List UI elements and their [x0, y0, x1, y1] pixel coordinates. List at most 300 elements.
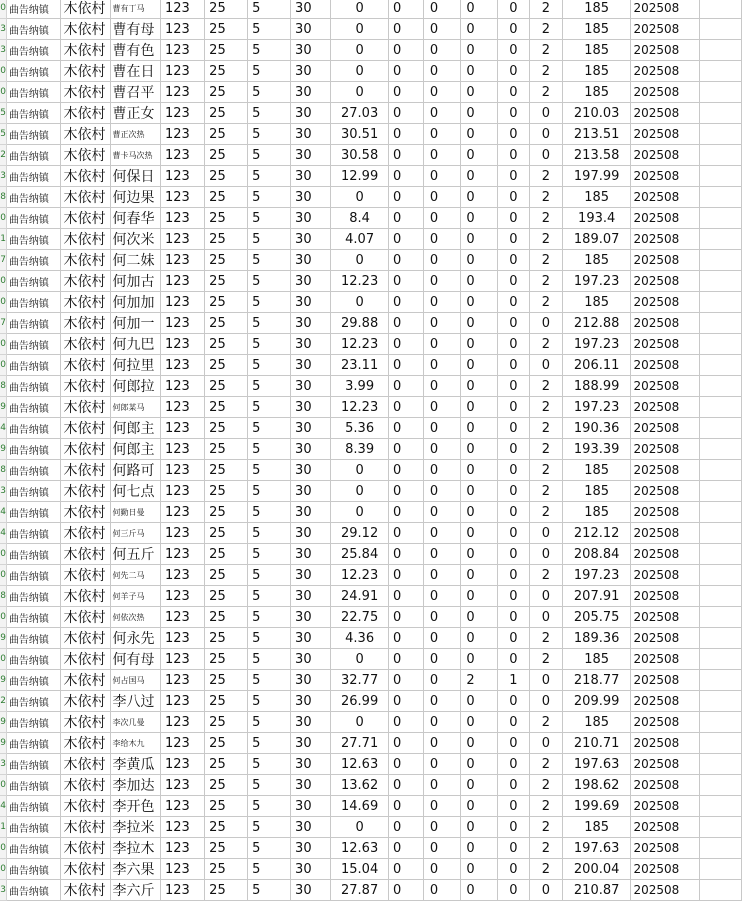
zero-col-3-cell[interactable]: 0 [461, 229, 498, 250]
amount-5-cell[interactable]: 5 [248, 733, 291, 754]
village-cell[interactable]: 木依村 [61, 523, 110, 544]
zero-col-4-cell[interactable]: 0 [497, 418, 529, 439]
total-cell[interactable]: 213.58 [562, 145, 631, 166]
subsidy-amount-cell[interactable]: 5.36 [331, 418, 389, 439]
row-header[interactable]: 0 [0, 334, 6, 355]
zero-col-3-cell[interactable]: 0 [461, 187, 498, 208]
zero-col-1-cell[interactable]: 0 [389, 607, 424, 628]
village-cell[interactable]: 木依村 [61, 103, 110, 124]
period-cell[interactable]: 202508 [631, 271, 700, 292]
zero-col-4-cell[interactable]: 0 [497, 754, 529, 775]
amount-30-cell[interactable]: 30 [291, 292, 331, 313]
zero-col-1-cell[interactable]: 0 [389, 124, 424, 145]
period-cell[interactable]: 202508 [631, 460, 700, 481]
subsidy-amount-cell[interactable]: 4.36 [331, 628, 389, 649]
town-cell[interactable]: 曲告纳镇 [6, 145, 61, 166]
row-header[interactable]: 0 [0, 271, 6, 292]
count-cell[interactable]: 0 [530, 733, 563, 754]
amount-30-cell[interactable]: 30 [291, 754, 331, 775]
count-cell[interactable]: 0 [530, 523, 563, 544]
zero-col-3-cell[interactable]: 0 [461, 628, 498, 649]
subsidy-amount-cell[interactable]: 0 [331, 0, 389, 19]
subsidy-amount-cell[interactable]: 0 [331, 712, 389, 733]
zero-col-2-cell[interactable]: 0 [423, 292, 461, 313]
total-cell[interactable]: 210.03 [562, 103, 631, 124]
subsidy-amount-cell[interactable]: 24.91 [331, 586, 389, 607]
zero-col-3-cell[interactable]: 2 [461, 670, 498, 691]
subsidy-amount-cell[interactable]: 0 [331, 460, 389, 481]
total-cell[interactable]: 213.51 [562, 124, 631, 145]
base-amount-cell[interactable]: 123 [160, 229, 204, 250]
row-header[interactable]: 0 [0, 292, 6, 313]
amount-5-cell[interactable]: 5 [248, 397, 291, 418]
town-cell[interactable]: 曲告纳镇 [6, 82, 61, 103]
row-header[interactable]: 0 [0, 82, 6, 103]
amount-5-cell[interactable]: 5 [248, 502, 291, 523]
zero-col-3-cell[interactable]: 0 [461, 859, 498, 880]
subsidy-amount-cell[interactable]: 30.58 [331, 145, 389, 166]
amount-30-cell[interactable]: 30 [291, 859, 331, 880]
name-cell[interactable]: 何依次热 [110, 607, 160, 628]
name-cell[interactable]: 何加古 [110, 271, 160, 292]
village-cell[interactable]: 木依村 [61, 649, 110, 670]
zero-col-1-cell[interactable]: 0 [389, 19, 424, 40]
town-cell[interactable]: 曲告纳镇 [6, 439, 61, 460]
town-cell[interactable]: 曲告纳镇 [6, 712, 61, 733]
amount-5-cell[interactable]: 5 [248, 124, 291, 145]
period-cell[interactable]: 202508 [631, 439, 700, 460]
name-cell[interactable]: 何郎拉 [110, 376, 160, 397]
total-cell[interactable]: 197.63 [562, 838, 631, 859]
base-amount-cell[interactable]: 123 [160, 733, 204, 754]
row-header[interactable]: 0 [0, 0, 6, 19]
zero-col-3-cell[interactable]: 0 [461, 61, 498, 82]
row-header[interactable]: 8 [0, 187, 6, 208]
village-cell[interactable]: 木依村 [61, 565, 110, 586]
name-cell[interactable]: 曹召平 [110, 82, 160, 103]
amount-25-cell[interactable]: 25 [205, 607, 248, 628]
amount-30-cell[interactable]: 30 [291, 376, 331, 397]
count-cell[interactable]: 2 [530, 0, 563, 19]
zero-col-3-cell[interactable]: 0 [461, 607, 498, 628]
row-header[interactable]: 9 [0, 439, 6, 460]
village-cell[interactable]: 木依村 [61, 796, 110, 817]
base-amount-cell[interactable]: 123 [160, 838, 204, 859]
zero-col-2-cell[interactable]: 0 [423, 691, 461, 712]
empty-cell[interactable] [700, 376, 742, 397]
name-cell[interactable]: 何有母 [110, 649, 160, 670]
zero-col-1-cell[interactable]: 0 [389, 418, 424, 439]
row-header[interactable]: 0 [0, 649, 6, 670]
village-cell[interactable]: 木依村 [61, 439, 110, 460]
amount-5-cell[interactable]: 5 [248, 82, 291, 103]
empty-cell[interactable] [700, 712, 742, 733]
amount-25-cell[interactable]: 25 [205, 187, 248, 208]
village-cell[interactable]: 木依村 [61, 250, 110, 271]
total-cell[interactable]: 210.87 [562, 880, 631, 901]
village-cell[interactable]: 木依村 [61, 838, 110, 859]
zero-col-2-cell[interactable]: 0 [423, 397, 461, 418]
period-cell[interactable]: 202508 [631, 544, 700, 565]
count-cell[interactable]: 0 [530, 670, 563, 691]
zero-col-3-cell[interactable]: 0 [461, 124, 498, 145]
row-header[interactable]: 8 [0, 586, 6, 607]
empty-cell[interactable] [700, 61, 742, 82]
total-cell[interactable]: 189.36 [562, 628, 631, 649]
base-amount-cell[interactable]: 123 [160, 754, 204, 775]
count-cell[interactable]: 0 [530, 586, 563, 607]
zero-col-2-cell[interactable]: 0 [423, 628, 461, 649]
empty-cell[interactable] [700, 229, 742, 250]
zero-col-3-cell[interactable]: 0 [461, 397, 498, 418]
base-amount-cell[interactable]: 123 [160, 817, 204, 838]
subsidy-amount-cell[interactable]: 29.88 [331, 313, 389, 334]
total-cell[interactable]: 205.75 [562, 607, 631, 628]
row-header[interactable]: 9 [0, 628, 6, 649]
row-header[interactable]: 8 [0, 460, 6, 481]
total-cell[interactable]: 185 [562, 19, 631, 40]
subsidy-amount-cell[interactable]: 0 [331, 187, 389, 208]
empty-cell[interactable] [700, 649, 742, 670]
period-cell[interactable]: 202508 [631, 859, 700, 880]
total-cell[interactable]: 210.71 [562, 733, 631, 754]
zero-col-2-cell[interactable]: 0 [423, 796, 461, 817]
base-amount-cell[interactable]: 123 [160, 61, 204, 82]
count-cell[interactable]: 2 [530, 628, 563, 649]
zero-col-2-cell[interactable]: 0 [423, 82, 461, 103]
subsidy-amount-cell[interactable]: 4.07 [331, 229, 389, 250]
empty-cell[interactable] [700, 124, 742, 145]
base-amount-cell[interactable]: 123 [160, 19, 204, 40]
village-cell[interactable]: 木依村 [61, 334, 110, 355]
row-header[interactable]: 4 [0, 502, 6, 523]
zero-col-4-cell[interactable]: 0 [497, 40, 529, 61]
zero-col-3-cell[interactable]: 0 [461, 292, 498, 313]
village-cell[interactable]: 木依村 [61, 61, 110, 82]
subsidy-amount-cell[interactable]: 0 [331, 61, 389, 82]
zero-col-3-cell[interactable]: 0 [461, 481, 498, 502]
zero-col-2-cell[interactable]: 0 [423, 376, 461, 397]
row-header[interactable]: 0 [0, 208, 6, 229]
zero-col-1-cell[interactable]: 0 [389, 61, 424, 82]
period-cell[interactable]: 202508 [631, 103, 700, 124]
amount-25-cell[interactable]: 25 [205, 397, 248, 418]
zero-col-2-cell[interactable]: 0 [423, 838, 461, 859]
zero-col-4-cell[interactable]: 0 [497, 334, 529, 355]
amount-5-cell[interactable]: 5 [248, 817, 291, 838]
base-amount-cell[interactable]: 123 [160, 439, 204, 460]
name-cell[interactable]: 曹在日 [110, 61, 160, 82]
amount-25-cell[interactable]: 25 [205, 313, 248, 334]
base-amount-cell[interactable]: 123 [160, 187, 204, 208]
town-cell[interactable]: 曲告纳镇 [6, 775, 61, 796]
village-cell[interactable]: 木依村 [61, 880, 110, 901]
zero-col-2-cell[interactable]: 0 [423, 502, 461, 523]
amount-25-cell[interactable]: 25 [205, 586, 248, 607]
amount-5-cell[interactable]: 5 [248, 754, 291, 775]
zero-col-1-cell[interactable]: 0 [389, 712, 424, 733]
base-amount-cell[interactable]: 123 [160, 544, 204, 565]
count-cell[interactable]: 2 [530, 502, 563, 523]
count-cell[interactable]: 2 [530, 418, 563, 439]
village-cell[interactable]: 木依村 [61, 355, 110, 376]
village-cell[interactable]: 木依村 [61, 208, 110, 229]
amount-25-cell[interactable]: 25 [205, 250, 248, 271]
town-cell[interactable]: 曲告纳镇 [6, 796, 61, 817]
total-cell[interactable]: 200.04 [562, 859, 631, 880]
amount-25-cell[interactable]: 25 [205, 0, 248, 19]
zero-col-3-cell[interactable]: 0 [461, 271, 498, 292]
amount-25-cell[interactable]: 25 [205, 649, 248, 670]
name-cell[interactable]: 何加一 [110, 313, 160, 334]
empty-cell[interactable] [700, 607, 742, 628]
subsidy-amount-cell[interactable]: 12.23 [331, 397, 389, 418]
zero-col-1-cell[interactable]: 0 [389, 0, 424, 19]
village-cell[interactable]: 木依村 [61, 0, 110, 19]
empty-cell[interactable] [700, 754, 742, 775]
amount-30-cell[interactable]: 30 [291, 40, 331, 61]
zero-col-1-cell[interactable]: 0 [389, 460, 424, 481]
amount-25-cell[interactable]: 25 [205, 838, 248, 859]
empty-cell[interactable] [700, 19, 742, 40]
zero-col-3-cell[interactable]: 0 [461, 103, 498, 124]
town-cell[interactable]: 曲告纳镇 [6, 859, 61, 880]
empty-cell[interactable] [700, 40, 742, 61]
total-cell[interactable]: 193.39 [562, 439, 631, 460]
amount-30-cell[interactable]: 30 [291, 0, 331, 19]
period-cell[interactable]: 202508 [631, 19, 700, 40]
row-header[interactable]: 3 [0, 880, 6, 901]
town-cell[interactable]: 曲告纳镇 [6, 40, 61, 61]
zero-col-2-cell[interactable]: 0 [423, 481, 461, 502]
zero-col-4-cell[interactable]: 0 [497, 565, 529, 586]
village-cell[interactable]: 木依村 [61, 229, 110, 250]
subsidy-amount-cell[interactable]: 8.4 [331, 208, 389, 229]
empty-cell[interactable] [700, 313, 742, 334]
total-cell[interactable]: 185 [562, 649, 631, 670]
zero-col-1-cell[interactable]: 0 [389, 187, 424, 208]
name-cell[interactable]: 曹有母 [110, 19, 160, 40]
zero-col-4-cell[interactable]: 0 [497, 82, 529, 103]
empty-cell[interactable] [700, 334, 742, 355]
amount-25-cell[interactable]: 25 [205, 229, 248, 250]
zero-col-1-cell[interactable]: 0 [389, 103, 424, 124]
name-cell[interactable]: 李拉米 [110, 817, 160, 838]
amount-25-cell[interactable]: 25 [205, 19, 248, 40]
amount-30-cell[interactable]: 30 [291, 124, 331, 145]
village-cell[interactable]: 木依村 [61, 145, 110, 166]
zero-col-2-cell[interactable]: 0 [423, 880, 461, 901]
count-cell[interactable]: 2 [530, 439, 563, 460]
amount-25-cell[interactable]: 25 [205, 145, 248, 166]
empty-cell[interactable] [700, 82, 742, 103]
period-cell[interactable]: 202508 [631, 376, 700, 397]
count-cell[interactable]: 2 [530, 712, 563, 733]
name-cell[interactable]: 何五斤 [110, 544, 160, 565]
period-cell[interactable]: 202508 [631, 817, 700, 838]
amount-30-cell[interactable]: 30 [291, 565, 331, 586]
count-cell[interactable]: 0 [530, 145, 563, 166]
name-cell[interactable]: 曹有丁马 [110, 0, 160, 19]
zero-col-4-cell[interactable]: 0 [497, 145, 529, 166]
row-header[interactable]: 0 [0, 355, 6, 376]
amount-25-cell[interactable]: 25 [205, 775, 248, 796]
village-cell[interactable]: 木依村 [61, 82, 110, 103]
zero-col-2-cell[interactable]: 0 [423, 61, 461, 82]
empty-cell[interactable] [700, 145, 742, 166]
subsidy-amount-cell[interactable]: 25.84 [331, 544, 389, 565]
row-header[interactable]: 7 [0, 313, 6, 334]
count-cell[interactable]: 2 [530, 271, 563, 292]
amount-30-cell[interactable]: 30 [291, 481, 331, 502]
zero-col-1-cell[interactable]: 0 [389, 586, 424, 607]
village-cell[interactable]: 木依村 [61, 544, 110, 565]
amount-30-cell[interactable]: 30 [291, 796, 331, 817]
zero-col-4-cell[interactable]: 0 [497, 187, 529, 208]
zero-col-3-cell[interactable]: 0 [461, 145, 498, 166]
total-cell[interactable]: 189.07 [562, 229, 631, 250]
row-header[interactable]: 4 [0, 418, 6, 439]
village-cell[interactable]: 木依村 [61, 460, 110, 481]
amount-5-cell[interactable]: 5 [248, 19, 291, 40]
empty-cell[interactable] [700, 166, 742, 187]
zero-col-3-cell[interactable]: 0 [461, 355, 498, 376]
total-cell[interactable]: 190.36 [562, 418, 631, 439]
amount-25-cell[interactable]: 25 [205, 859, 248, 880]
empty-cell[interactable] [700, 271, 742, 292]
zero-col-2-cell[interactable]: 0 [423, 0, 461, 19]
zero-col-4-cell[interactable]: 0 [497, 880, 529, 901]
zero-col-3-cell[interactable]: 0 [461, 460, 498, 481]
base-amount-cell[interactable]: 123 [160, 691, 204, 712]
period-cell[interactable]: 202508 [631, 754, 700, 775]
total-cell[interactable]: 185 [562, 250, 631, 271]
zero-col-4-cell[interactable]: 0 [497, 586, 529, 607]
amount-5-cell[interactable]: 5 [248, 292, 291, 313]
total-cell[interactable]: 185 [562, 82, 631, 103]
base-amount-cell[interactable]: 123 [160, 334, 204, 355]
row-header[interactable]: 3 [0, 19, 6, 40]
amount-30-cell[interactable]: 30 [291, 880, 331, 901]
amount-30-cell[interactable]: 30 [291, 82, 331, 103]
base-amount-cell[interactable]: 123 [160, 313, 204, 334]
name-cell[interactable]: 何郎某马 [110, 397, 160, 418]
town-cell[interactable]: 曲告纳镇 [6, 733, 61, 754]
amount-5-cell[interactable]: 5 [248, 586, 291, 607]
row-header[interactable]: 2 [0, 145, 6, 166]
zero-col-2-cell[interactable]: 0 [423, 250, 461, 271]
subsidy-amount-cell[interactable]: 0 [331, 82, 389, 103]
amount-5-cell[interactable]: 5 [248, 838, 291, 859]
zero-col-3-cell[interactable]: 0 [461, 250, 498, 271]
period-cell[interactable]: 202508 [631, 313, 700, 334]
name-cell[interactable]: 何加加 [110, 292, 160, 313]
base-amount-cell[interactable]: 123 [160, 859, 204, 880]
town-cell[interactable]: 曲告纳镇 [6, 61, 61, 82]
village-cell[interactable]: 木依村 [61, 607, 110, 628]
empty-cell[interactable] [700, 691, 742, 712]
base-amount-cell[interactable]: 123 [160, 103, 204, 124]
subsidy-amount-cell[interactable]: 12.63 [331, 754, 389, 775]
amount-5-cell[interactable]: 5 [248, 712, 291, 733]
town-cell[interactable]: 曲告纳镇 [6, 250, 61, 271]
total-cell[interactable]: 188.99 [562, 376, 631, 397]
count-cell[interactable]: 2 [530, 250, 563, 271]
amount-25-cell[interactable]: 25 [205, 754, 248, 775]
amount-25-cell[interactable]: 25 [205, 817, 248, 838]
zero-col-4-cell[interactable]: 1 [497, 670, 529, 691]
base-amount-cell[interactable]: 123 [160, 0, 204, 19]
period-cell[interactable]: 202508 [631, 208, 700, 229]
town-cell[interactable]: 曲告纳镇 [6, 565, 61, 586]
amount-25-cell[interactable]: 25 [205, 565, 248, 586]
zero-col-4-cell[interactable]: 0 [497, 208, 529, 229]
row-header[interactable]: 0 [0, 61, 6, 82]
zero-col-4-cell[interactable]: 0 [497, 166, 529, 187]
name-cell[interactable]: 李开色 [110, 796, 160, 817]
period-cell[interactable]: 202508 [631, 502, 700, 523]
base-amount-cell[interactable]: 123 [160, 145, 204, 166]
zero-col-2-cell[interactable]: 0 [423, 733, 461, 754]
amount-5-cell[interactable]: 5 [248, 40, 291, 61]
name-cell[interactable]: 何先二马 [110, 565, 160, 586]
name-cell[interactable]: 何九巴 [110, 334, 160, 355]
total-cell[interactable]: 207.91 [562, 586, 631, 607]
zero-col-4-cell[interactable]: 0 [497, 355, 529, 376]
amount-30-cell[interactable]: 30 [291, 103, 331, 124]
count-cell[interactable]: 2 [530, 166, 563, 187]
zero-col-4-cell[interactable]: 0 [497, 607, 529, 628]
period-cell[interactable]: 202508 [631, 250, 700, 271]
row-header[interactable]: 3 [0, 40, 6, 61]
zero-col-1-cell[interactable]: 0 [389, 397, 424, 418]
amount-5-cell[interactable]: 5 [248, 61, 291, 82]
amount-30-cell[interactable]: 30 [291, 271, 331, 292]
base-amount-cell[interactable]: 123 [160, 166, 204, 187]
zero-col-4-cell[interactable]: 0 [497, 292, 529, 313]
village-cell[interactable]: 木依村 [61, 628, 110, 649]
zero-col-4-cell[interactable]: 0 [497, 460, 529, 481]
row-header[interactable]: 8 [0, 376, 6, 397]
empty-cell[interactable] [700, 250, 742, 271]
amount-5-cell[interactable]: 5 [248, 145, 291, 166]
subsidy-amount-cell[interactable]: 27.87 [331, 880, 389, 901]
total-cell[interactable]: 197.23 [562, 271, 631, 292]
zero-col-3-cell[interactable]: 0 [461, 19, 498, 40]
zero-col-1-cell[interactable]: 0 [389, 334, 424, 355]
count-cell[interactable]: 2 [530, 796, 563, 817]
period-cell[interactable]: 202508 [631, 145, 700, 166]
period-cell[interactable]: 202508 [631, 166, 700, 187]
zero-col-2-cell[interactable]: 0 [423, 712, 461, 733]
amount-25-cell[interactable]: 25 [205, 670, 248, 691]
zero-col-3-cell[interactable]: 0 [461, 733, 498, 754]
zero-col-2-cell[interactable]: 0 [423, 670, 461, 691]
count-cell[interactable]: 2 [530, 82, 563, 103]
base-amount-cell[interactable]: 123 [160, 628, 204, 649]
zero-col-2-cell[interactable]: 0 [423, 859, 461, 880]
count-cell[interactable]: 2 [530, 40, 563, 61]
zero-col-1-cell[interactable]: 0 [389, 628, 424, 649]
zero-col-4-cell[interactable]: 0 [497, 313, 529, 334]
amount-30-cell[interactable]: 30 [291, 523, 331, 544]
amount-30-cell[interactable]: 30 [291, 229, 331, 250]
row-header[interactable]: 5 [0, 124, 6, 145]
count-cell[interactable]: 0 [530, 544, 563, 565]
subsidy-amount-cell[interactable]: 12.23 [331, 271, 389, 292]
amount-25-cell[interactable]: 25 [205, 523, 248, 544]
name-cell[interactable]: 李加达 [110, 775, 160, 796]
